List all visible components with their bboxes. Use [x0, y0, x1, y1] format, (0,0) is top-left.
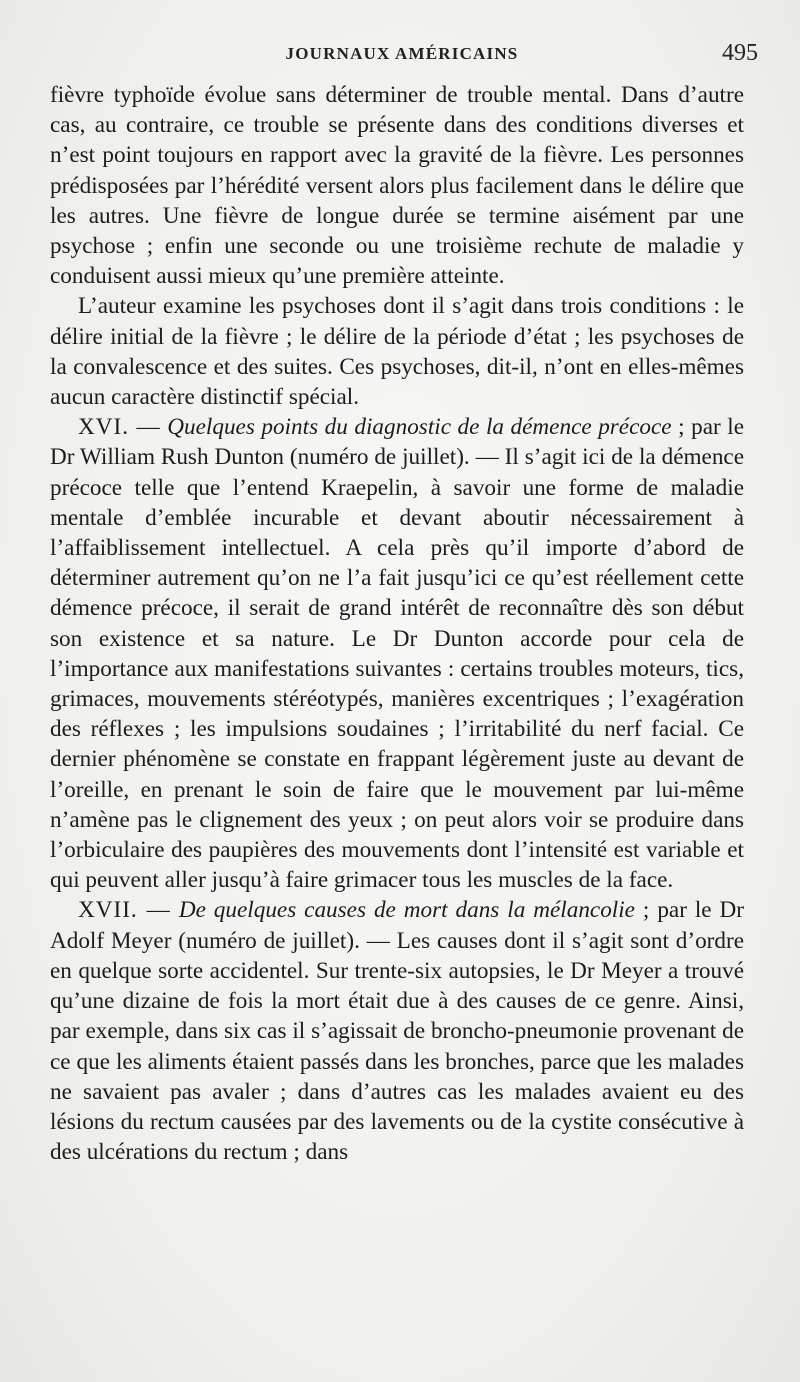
section-xvii-title: De quelques causes de mort dans la mélancolie: [178, 897, 635, 924]
running-head: JOURNAUX AMÉRICAINS: [285, 44, 519, 63]
section-xvi-title: Quelques points du diagnostic de la démence précoce: [167, 414, 672, 441]
bleed-through-footer: [120, 1348, 720, 1366]
body-text: [50, 80, 744, 1167]
paragraph-psychoses: L’auteur examine les psychoses dont il s’agit dans trois conditions : le délire initial de la fièvre ; le délire de la période d’état ; les psychoses de la convalescence et des suites. Ces psychoses, dit-il, n’ont en elles-mêmes aucun caractère distinctif spécial.: [50, 293, 744, 411]
page-header: [52, 40, 758, 70]
paragraph-section-xvi: [50, 412, 744, 895]
section-xvii-label: XVII. —: [78, 897, 171, 924]
page-number: 495: [722, 40, 758, 66]
section-xvi-body: ; par le Dr William Rush Dunton (numéro de juillet). — Il s’agit ici de la démence précoce telle que l’entend Kraepelin, à savoir une forme de maladie mentale d’emblée incurable et devant aboutir nécessairement à l’affaiblissement intellectuel. A cela près qu’il importe d’abord de déterminer autrement qu’on ne l’a fait jusqu’ici ce qu’est réellement cette démence précoce, il serait de grand intérêt de reconnaître dès son début son existence et sa nature. Le Dr Dunton accorde pour cela de l’importance aux manifestations suivantes : certains troubles moteurs, tics, grimaces, mouvements stéréotypés, manières excentriques ; l’exagération des réflexes ; les impulsions soudaines ; l’irritabilité du nerf facial. Ce dernier phénomène se constate en frappant légèrement juste au devant de l’oreille, en prenant le soin de faire que le mouvement par lui-même n’amène pas le clignement des yeux ; on peut alors voir se produire dans l’orbiculaire des paupières des mouvements dont l’intensité est variable et qui peuvent aller jusqu’à faire grimacer tous les muscles de la face.: [50, 414, 744, 894]
paragraph-continuation: fièvre typhoïde évolue sans déterminer de trouble mental. Dans d’autre cas, au contraire, ce trouble se présente dans des conditions diverses et n’est point toujours en rapport avec la gravité de la fièvre. Les personnes prédisposées par l’hérédité versent alors plus facilement dans le délire que les autres. Une fièvre de longue durée se termine aisément par une psychose ; enfin une seconde ou une troisième rechute de maladie y conduisent aussi mieux qu’une première atteinte.: [50, 82, 744, 290]
section-xvi-label: XVI. —: [78, 414, 161, 441]
paragraph-section-xvii: [50, 895, 744, 1167]
section-xvii-body: ; par le Dr Adolf Meyer (numéro de juillet). — Les causes dont il s’agit sont d’ordre en quelque sorte accidentel. Sur trente-six autopsies, le Dr Meyer a trouvé qu’une dizaine de fois la mort était due à des causes de ce genre. Ainsi, par exemple, dans six cas il s’agissait de broncho-pneumonie provenant de ce que les aliments étaient passés dans les bronches, parce que les malades ne savaient pas avaler ; dans d’autres cas les malades avaient eu des lésions du rectum causées par des lavements ou de la cystite consécutive à des ulcérations du rectum ; dans: [50, 897, 745, 1166]
